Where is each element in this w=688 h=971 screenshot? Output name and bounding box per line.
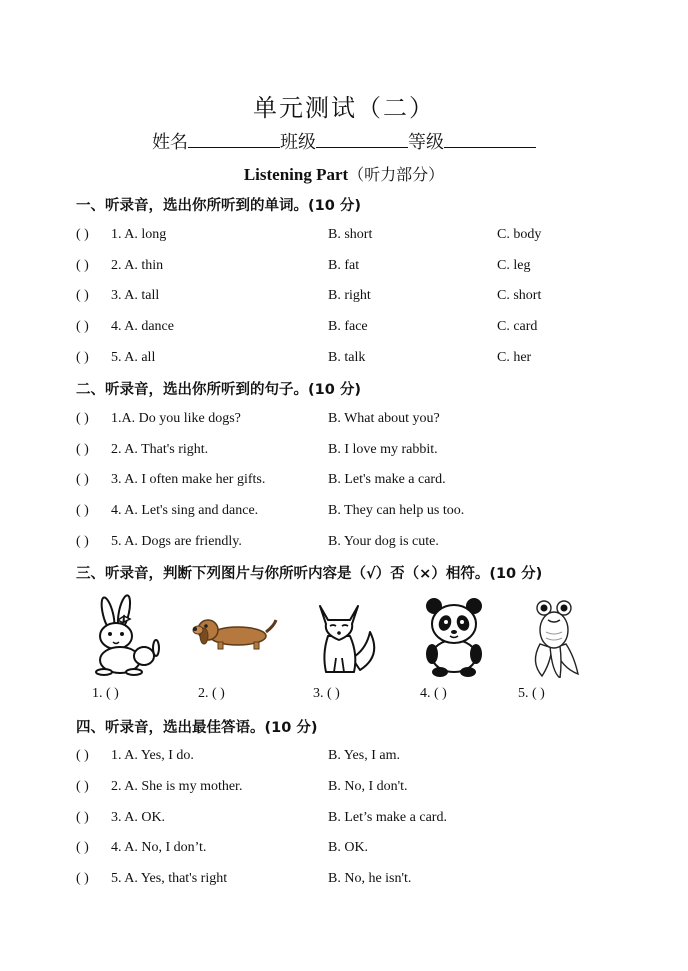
- fox-icon: [300, 592, 386, 678]
- option-b: B. Your dog is cute.: [328, 534, 439, 549]
- student-info-line: [0, 128, 688, 154]
- option-a: 4. A. dance: [111, 319, 174, 334]
- dog-icon: [192, 592, 278, 678]
- option-c: C. her: [497, 350, 532, 365]
- option-a: 1. A. Yes, I do.: [111, 748, 194, 763]
- option-a: 2. A. thin: [111, 258, 164, 273]
- option-b: B. talk: [328, 350, 366, 365]
- answer-blank[interactable]: ( ): [76, 411, 89, 426]
- part-heading-en: Listening Part: [243, 165, 349, 184]
- option-b: B. short: [328, 227, 373, 242]
- option-b: B. Let’s make a card.: [328, 810, 447, 825]
- picture-2-answer[interactable]: 2. ( ): [198, 686, 225, 701]
- q1-row: [0, 350, 688, 370]
- option-a: 2. A. She is my mother.: [111, 779, 243, 794]
- rabbit-icon: [84, 592, 170, 678]
- option-a: 4. A. No, I don’t.: [111, 840, 207, 855]
- grade-label: 等级: [408, 132, 444, 153]
- answer-blank[interactable]: ( ): [76, 258, 89, 273]
- class-label: 班级: [280, 132, 316, 153]
- part-heading: [0, 162, 688, 185]
- option-a: 4. A. Let's sing and dance.: [111, 503, 259, 518]
- picture-1-answer[interactable]: 1. ( ): [92, 686, 119, 701]
- option-b: B. OK.: [328, 840, 369, 855]
- answer-blank[interactable]: ( ): [76, 779, 89, 794]
- panda-icon: [410, 592, 496, 678]
- answer-blank[interactable]: ( ): [76, 810, 89, 825]
- option-b: B. Yes, I am.: [328, 748, 400, 763]
- picture-3-answer[interactable]: 3. ( ): [313, 686, 340, 701]
- option-c: C. card: [497, 319, 538, 334]
- answer-blank[interactable]: ( ): [76, 442, 89, 457]
- answer-blank[interactable]: ( ): [76, 288, 89, 303]
- section-2-heading: 二、听录音，选出你所听到的句子。(10 分): [76, 382, 361, 398]
- q4-row: [0, 810, 688, 830]
- option-b: B. I love my rabbit.: [328, 442, 438, 457]
- q4-row: [0, 840, 688, 860]
- option-a: 3. A. OK.: [111, 810, 166, 825]
- answer-blank[interactable]: ( ): [76, 319, 89, 334]
- grade-blank[interactable]: [444, 131, 536, 148]
- section-1-heading: 一、听录音，选出你所听到的单词。(10 分): [76, 198, 361, 214]
- option-a: 1. A. long: [111, 227, 167, 242]
- option-b: B. They can help us too.: [328, 503, 465, 518]
- page-title: 单元测试（二）: [253, 94, 435, 122]
- option-c: C. leg: [497, 258, 531, 273]
- option-b: B. face: [328, 319, 368, 334]
- q2-row: [0, 411, 688, 431]
- name-blank[interactable]: [188, 131, 280, 148]
- option-a: 2. A. That's right.: [111, 442, 209, 457]
- option-b: B. fat: [328, 258, 360, 273]
- goldfish-icon: [516, 592, 602, 678]
- section-4-heading: 四、听录音，选出最佳答语。(10 分): [76, 720, 318, 736]
- part-heading-cn: （听力部分）: [348, 165, 445, 184]
- option-b: B. No, he isn't.: [328, 871, 412, 886]
- option-a: 5. A. all: [111, 350, 156, 365]
- q1-row: [0, 227, 688, 247]
- answer-blank[interactable]: ( ): [76, 350, 89, 365]
- class-blank[interactable]: [316, 131, 408, 148]
- option-a: 1.A. Do you like dogs?: [111, 411, 241, 426]
- q2-row: [0, 472, 688, 492]
- answer-blank[interactable]: ( ): [76, 840, 89, 855]
- option-a: 3. A. I often make her gifts.: [111, 472, 266, 487]
- q4-row: [0, 871, 688, 891]
- q1-row: [0, 288, 688, 308]
- answer-blank[interactable]: ( ): [76, 472, 89, 487]
- q1-row: [0, 319, 688, 339]
- q2-row: [0, 534, 688, 554]
- option-a: 5. A. Dogs are friendly.: [111, 534, 242, 549]
- option-a: 5. A. Yes, that's right: [111, 871, 228, 886]
- answer-blank[interactable]: ( ): [76, 503, 89, 518]
- option-b: B. right: [328, 288, 371, 303]
- option-b: B. No, I don't.: [328, 779, 408, 794]
- section-3-heading: 三、听录音，判断下列图片与你所听内容是（√）否（×）相符。(10 分): [76, 566, 543, 582]
- q2-row: [0, 503, 688, 523]
- answer-blank[interactable]: ( ): [76, 534, 89, 549]
- option-a: 3. A. tall: [111, 288, 160, 303]
- option-b: B. Let's make a card.: [328, 472, 446, 487]
- q4-row: [0, 779, 688, 799]
- q2-row: [0, 442, 688, 462]
- option-b: B. What about you?: [328, 411, 440, 426]
- q1-row: [0, 258, 688, 278]
- answer-blank[interactable]: ( ): [76, 871, 89, 886]
- name-label: 姓名: [152, 132, 188, 153]
- option-c: C. body: [497, 227, 542, 242]
- answer-blank[interactable]: ( ): [76, 227, 89, 242]
- picture-5-answer[interactable]: 5. ( ): [518, 686, 545, 701]
- option-c: C. short: [497, 288, 542, 303]
- q4-row: [0, 748, 688, 768]
- picture-4-answer[interactable]: 4. ( ): [420, 686, 447, 701]
- answer-blank[interactable]: ( ): [76, 748, 89, 763]
